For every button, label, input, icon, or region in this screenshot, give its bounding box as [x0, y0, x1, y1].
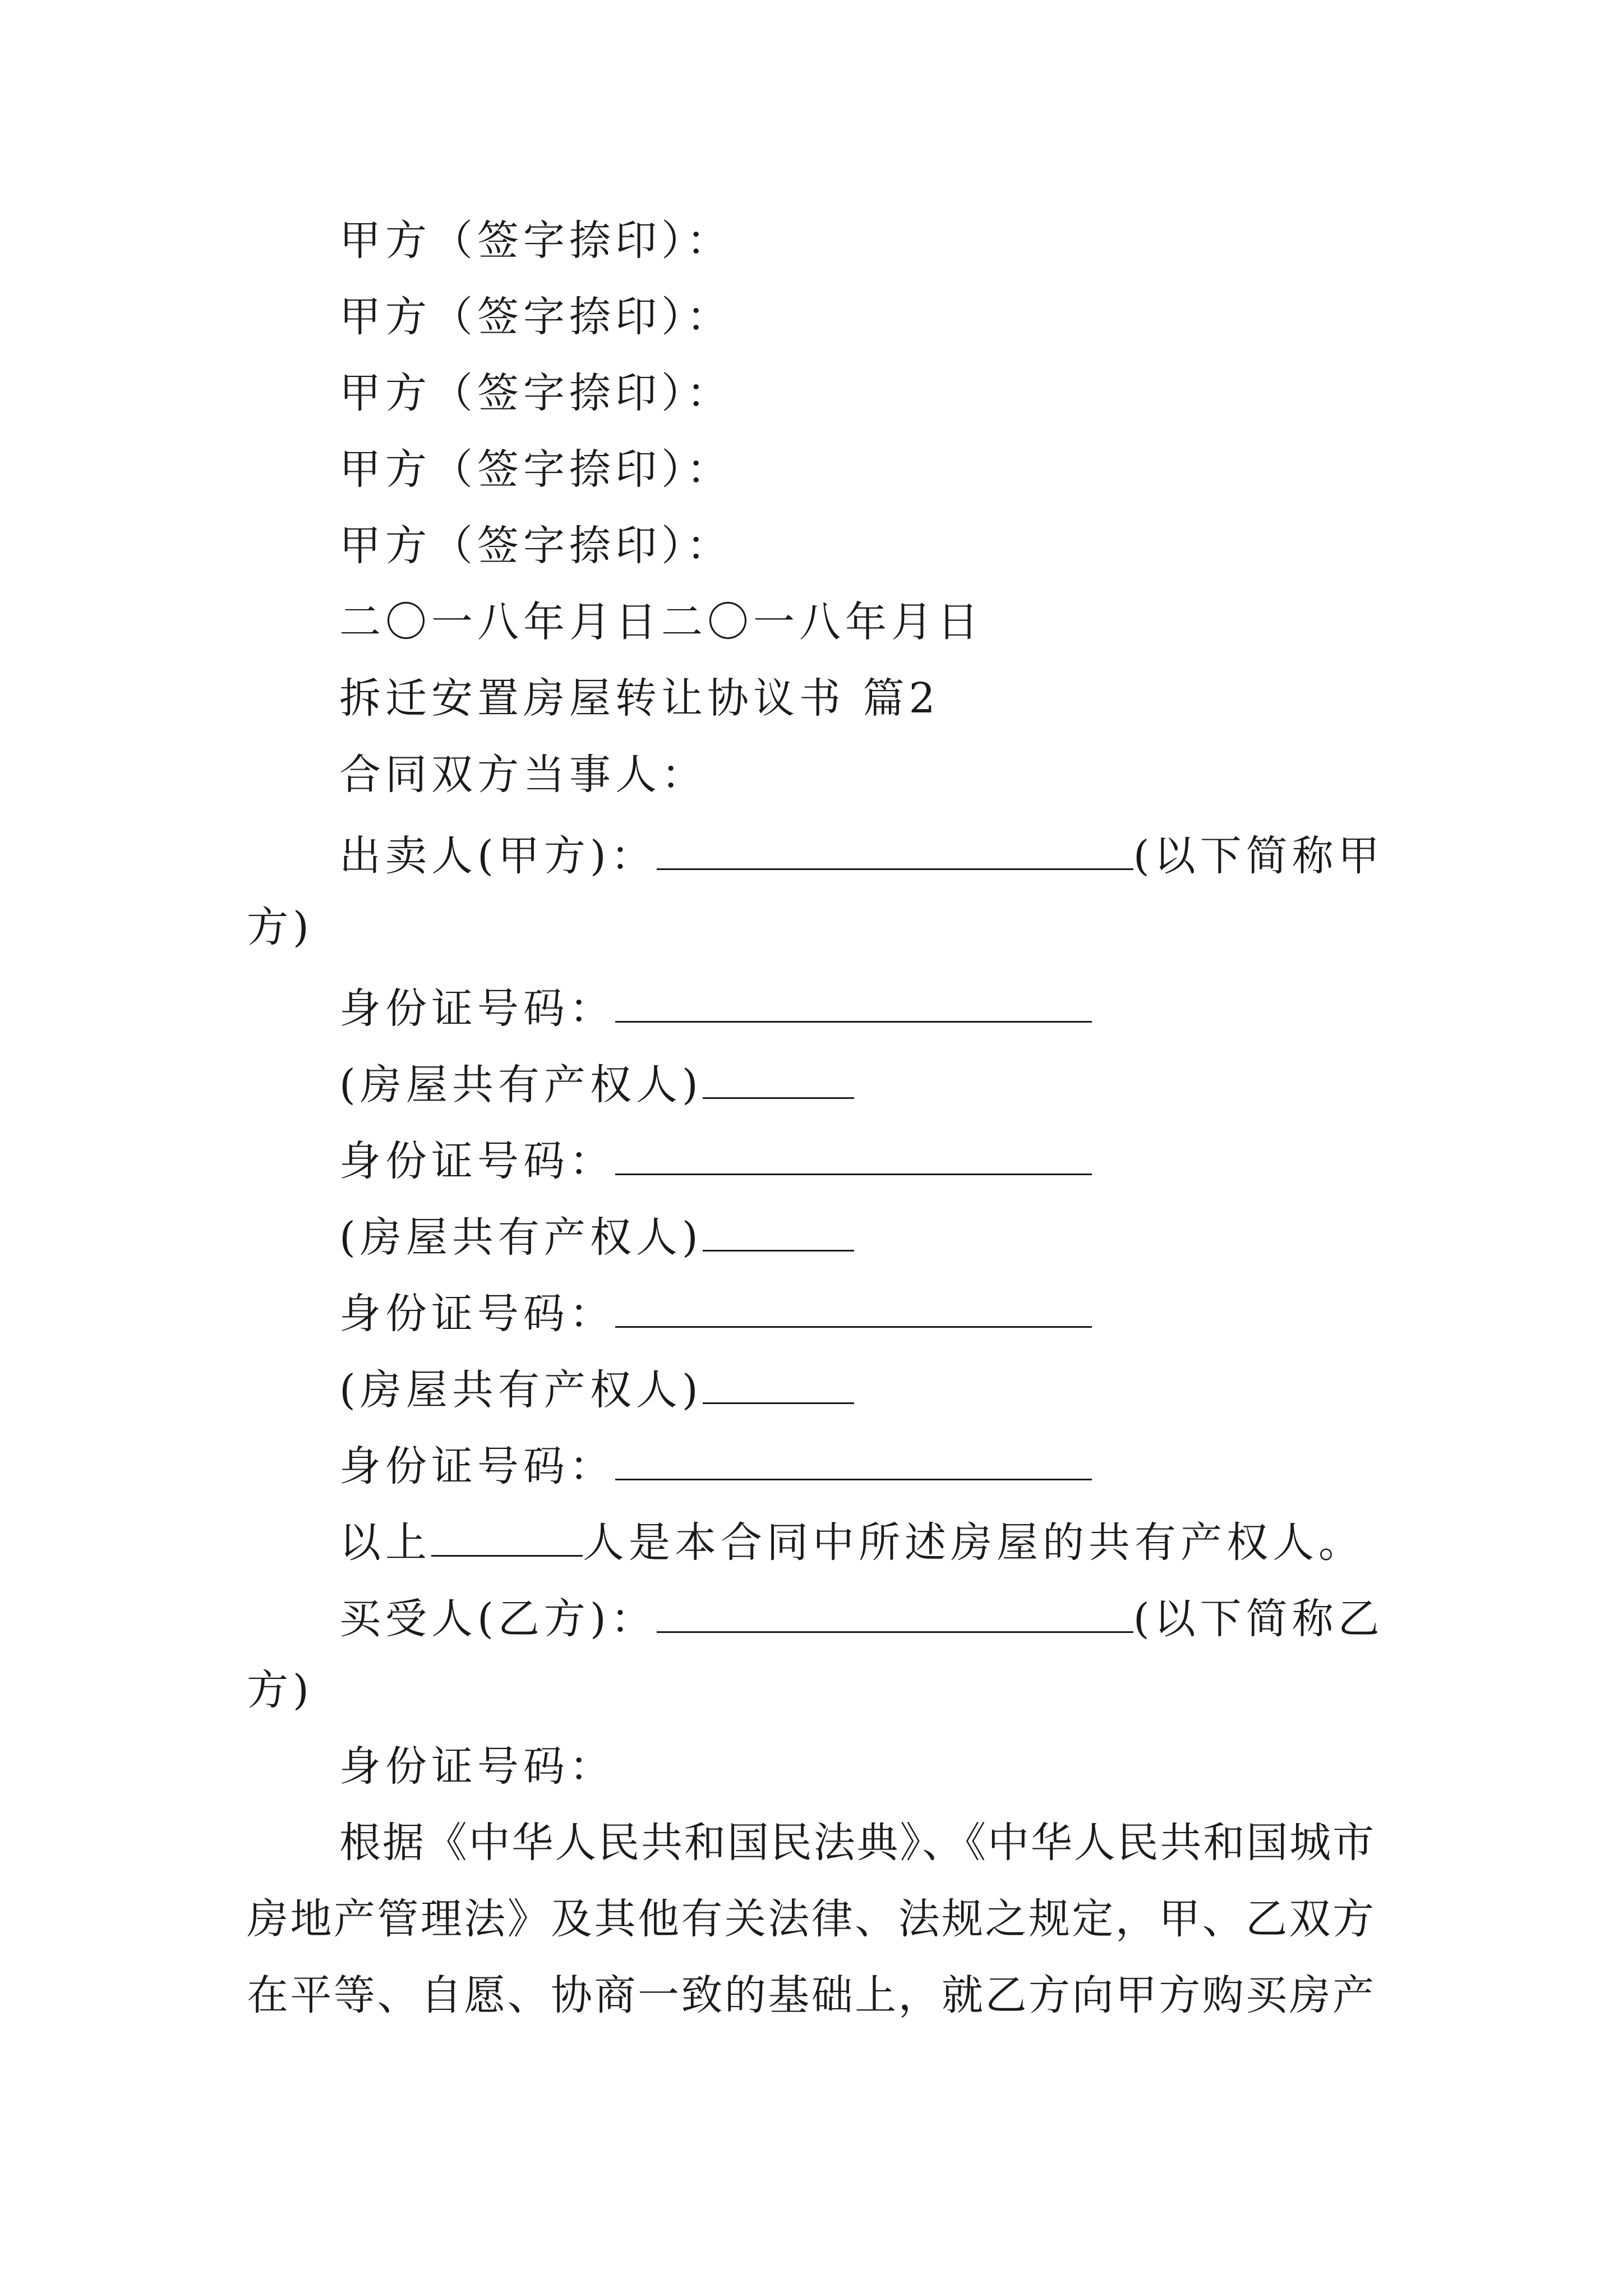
id-number-line: [339, 1288, 1092, 1338]
id-number-blank: [615, 1135, 1092, 1175]
co-owner-blank: [703, 1212, 854, 1251]
co-owner-blank: [703, 1059, 854, 1099]
id-label: 身份证号码：: [339, 984, 615, 1033]
id-number-blank: [615, 1288, 1092, 1328]
section-title: 拆迁安置房屋转让协议书 篇2: [339, 674, 940, 723]
buyer-name-blank: [657, 1593, 1133, 1633]
id-label: 身份证号码：: [339, 1442, 615, 1490]
buyer-suffix: (以下简称乙: [1133, 1595, 1384, 1643]
co-owner-note-suffix: 人是本合同中所述房屋的共有产权人。: [583, 1519, 1364, 1567]
co-owner-note-prefix: 以上: [339, 1519, 431, 1567]
co-owner-line: [339, 1059, 854, 1109]
party-a-signature-line: 甲方（签字捺印）：: [339, 445, 732, 494]
co-owner-note: [339, 1517, 1364, 1567]
date-line: 二〇一八年月日二〇一八年月日: [339, 598, 983, 646]
co-owner-label: (房屋共有产权人): [339, 1213, 703, 1262]
buyer-line: [339, 1593, 1384, 1643]
seller-wrap: 方): [247, 903, 313, 951]
buyer-wrap: 方): [247, 1666, 313, 1714]
party-a-signature-line: 甲方（签字捺印）：: [339, 293, 732, 341]
buyer-label: 买受人(乙方)：: [339, 1595, 657, 1643]
id-label: 身份证号码：: [339, 1137, 615, 1185]
co-owner-count-blank: [431, 1517, 583, 1557]
paragraph-line: 房地产管理法》及其他有关法律、法规之规定，甲、乙双方: [247, 1895, 1374, 1943]
id-number-line: [339, 1135, 1092, 1185]
co-owner-line: [339, 1364, 854, 1414]
seller-label: 出卖人(甲方)：: [339, 832, 657, 880]
id-number-blank: [615, 983, 1092, 1023]
party-a-signature-line: 甲方（签字捺印）：: [339, 369, 732, 417]
id-number-line: [339, 1441, 1092, 1490]
party-a-signature-line: 甲方（签字捺印）：: [339, 522, 732, 570]
party-a-signature-line: 甲方（签字捺印）：: [339, 217, 732, 265]
seller-line: [339, 830, 1384, 880]
id-label: 身份证号码：: [339, 1290, 615, 1338]
parties-heading: 合同双方当事人：: [339, 751, 707, 799]
seller-suffix: (以下简称甲: [1133, 832, 1384, 880]
co-owner-label: (房屋共有产权人): [339, 1366, 703, 1414]
paragraph-line: 根据《中华人民共和国民法典》、《中华人民共和国城市: [339, 1819, 1374, 1867]
co-owner-label: (房屋共有产权人): [339, 1061, 703, 1109]
seller-name-blank: [657, 830, 1133, 870]
id-number-line: [339, 983, 1092, 1033]
id-number-blank: [615, 1441, 1092, 1480]
paragraph-line: 在平等、自愿、协商一致的基础上，就乙方向甲方购买房产: [247, 1971, 1374, 2019]
co-owner-line: [339, 1212, 854, 1262]
buyer-id-label: 身份证号码：: [339, 1742, 615, 1791]
co-owner-blank: [703, 1364, 854, 1404]
